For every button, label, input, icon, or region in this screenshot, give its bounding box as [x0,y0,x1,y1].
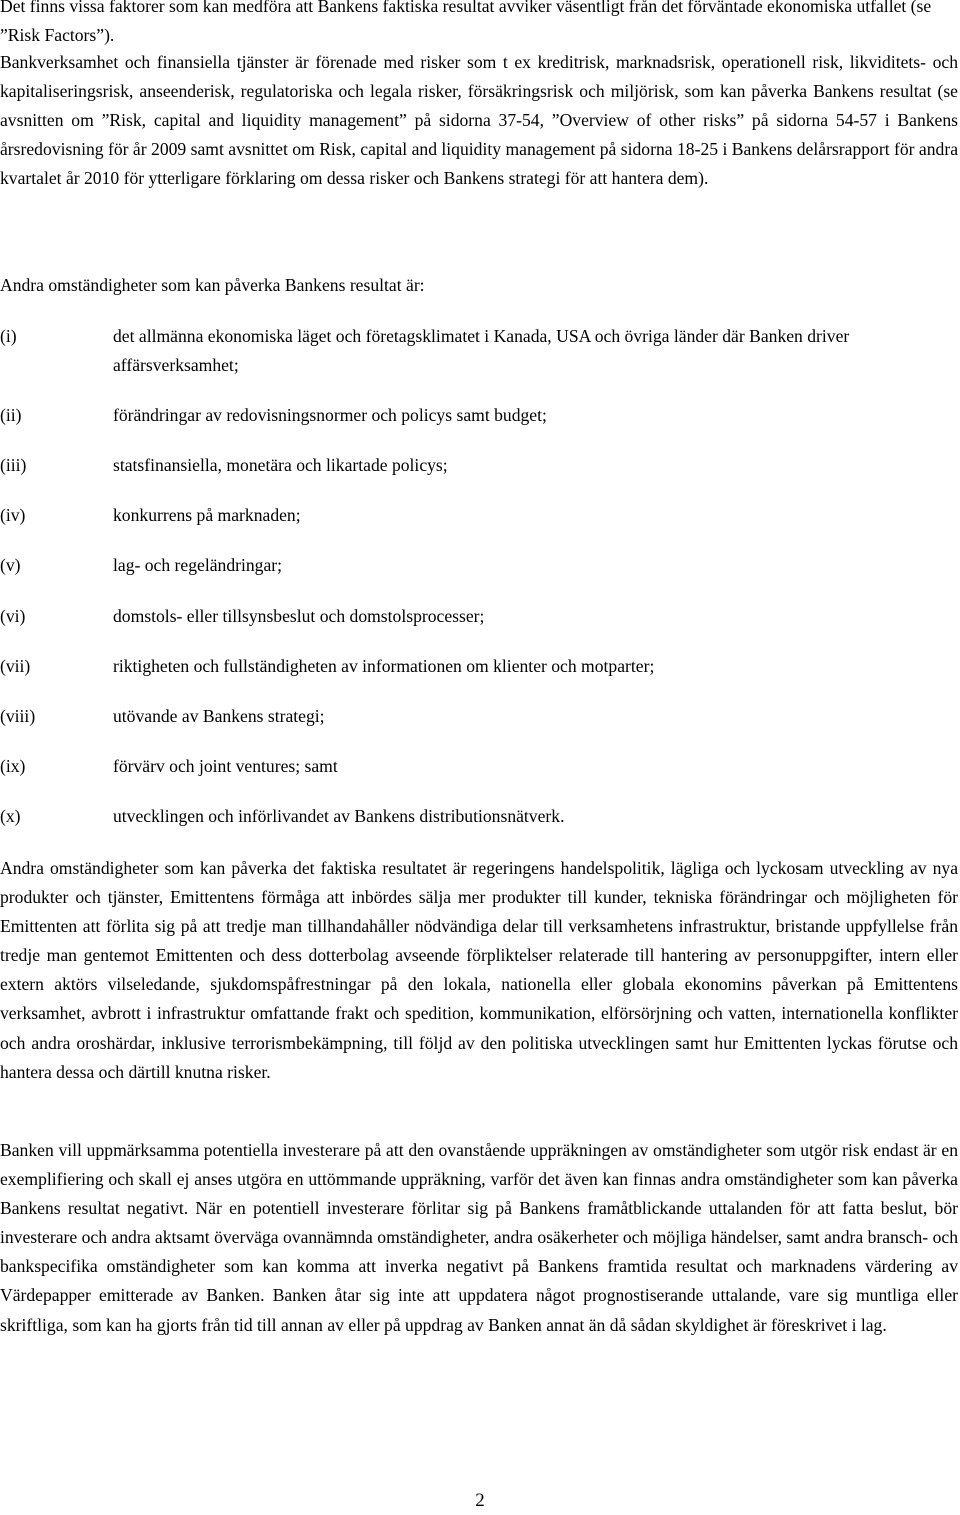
list-item-number: (vii) [0,655,31,676]
list-item-text: förvärv och joint ventures; samt [113,755,338,776]
list-item [0,451,958,480]
list-item-number: (i) [0,326,17,346]
list-item-text: lag- och regeländringar; [113,555,283,576]
list-item-text: domstols- eller tillsynsbeslut och domstolsprocesser; [113,605,485,626]
list-item-text: konkurrens på marknaden; [113,505,301,526]
list-item-number: (ix) [0,755,26,776]
list-item [0,752,958,781]
list-item [0,602,958,631]
list-item [0,652,958,681]
list-item-text: förändringar av redovisningsnormer och policys samt budget; [113,405,547,426]
list-item [0,501,958,530]
paragraph-banking-risks: Bankverksamhet och finansiella tjänster är förenade med risker som t ex kreditrisk, marknadsrisk, operationell risk, likviditets- och kapitaliseringsrisk, anseenderisk, regulatoriska och legala risker, försäkringsrisk och miljörisk, som kan påverka Bankens resultat (se avsnitten om ”Risk, capital and liquidity management” på sidorna 37-54, ”Overview of other risks” på sidorna 54-57 i Bankens årsredovisning för år 2009 samt avsnittet om Risk, capital and liquidity management på sidorna 18-25 i Bankens delårsrapport för andra kvartalet år 2010 för ytterligare förklaring om dessa risker och Bankens strategi för att hantera dem). [0,52,958,189]
paragraph-investor-notice: Banken vill uppmärksamma potentiella investerare på att den ovanstående uppräkningen av omständigheter som utgör risk endast är en exemplifiering och skall ej anses utgöra en uttömmande uppräkning, varför det även kan finnas andra omständigheter som kan påverka Bankens resultat negativt. När en potentiell investerare förlitar sig på Bankens framåtblickande uttalanden för att fatta beslut, bör investerare och andra aktsamt överväga ovannämnda omständigheter, andra osäkerheter och möjliga händelser, samt andra bransch- och bankspecifika omständigheter som kan komma att inverka negativt på Bankens framtida resultat och marknadens värdering av Värdepapper emitterade av Banken. Banken åtar sig inte att uppdatera något prognostiserande uttalande, vare sig muntliga eller skriftliga, som kan ha gjorts från tid till annan av eller på uppdrag av Banken annat än då sådan skyldighet är föreskrivet i lag. [0,1140,958,1335]
list-item-number: (iii) [0,455,27,476]
paragraph-additional-circumstances: Andra omständigheter som kan påverka det faktiska resultatet är regeringens handelspolitik, lägliga och lyckosam utveckling av nya produkter och tjänster, Emittentens förmåga att inbördes sälja mer produkter till kunder, tekniska förändringar och möjligheten för Emittenten att förlita sig på att tredje man tillhandahåller nödvändiga delar till verksamhetens infrastruktur, bristande uppfyllelse från tredje man gentemot Emittenten och dess dotterbolag avseende förpliktelser relaterade till hantering av personuppgifter, intern eller extern aktörs vilseledande, sjukdomspåfrestningar på den lokala, nationella eller globala ekonomins påverkan på Emittentens verksamhet, avbrott i infrastruktur omfattande frakt och spedition, kommunikation, elförsörjning och vatten, internationella konflikter och andra oroshärdar, inklusive terrorismbekämpning, till följd av den politiska utvecklingen samt hur Emittenten lyckas förutse och hantera dessa och därtill knutna risker. [0,858,958,1082]
list-item-number: (iv) [0,505,26,526]
list-item-text: utövande av Bankens strategi; [113,705,325,726]
paragraph-other-circumstances: Andra omständigheter som kan påverka Bankens resultat är: [0,275,425,295]
list-item [0,702,958,731]
paragraph-risk-factors-intro: Det finns vissa faktorer som kan medföra att Bankens faktiska resultat avviker väsentligt från det förväntade ekonomiska utfallet (se ”Risk Factors”). [0,0,932,46]
list-item-number: (v) [0,555,21,576]
list-item [0,551,958,580]
page-number: 2 [475,1490,485,1511]
list-item-number: (viii) [0,705,36,726]
list-item-text: det allmänna ekonomiska läget och företagsklimatet i Kanada, USA och övriga länder där Banken driver affärsverksamhet; [113,326,850,376]
list-item-number: (vi) [0,605,26,626]
list-item-number: (ii) [0,405,22,426]
list-item-text: statsfinansiella, monetära och likartade policys; [113,455,448,476]
list-item [0,802,958,831]
circumstances-list [0,322,958,831]
list-item-text: utvecklingen och införlivandet av Bankens distributionsnätverk. [113,805,565,826]
list-item [0,322,958,380]
list-item [0,401,958,430]
list-item-number: (x) [0,805,21,826]
list-item-text: riktigheten och fullständigheten av informationen om klienter och motparter; [113,655,655,676]
